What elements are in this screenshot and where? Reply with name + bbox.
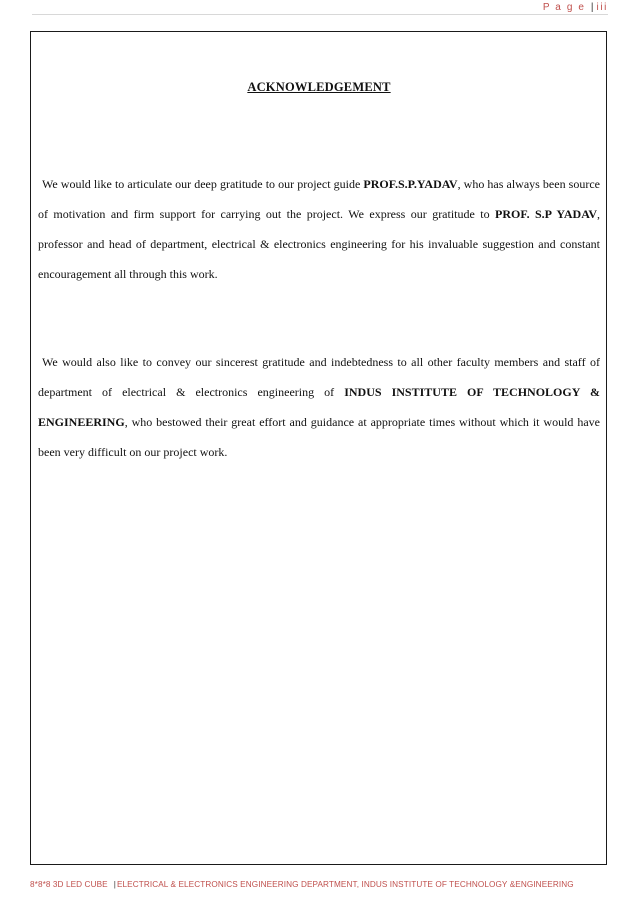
para1-text-1: We would like to articulate our deep gratitude to our project guide (42, 177, 364, 191)
page-number-header (543, 2, 608, 13)
page-title: ACKNOWLEDGEMENT (247, 80, 391, 94)
page-footer (30, 880, 574, 889)
acknowledgement-paragraph-1 (38, 169, 600, 289)
guide-name: PROF.S.P.YADAV (363, 177, 458, 191)
page-label: P a g e (542, 2, 586, 13)
acknowledgement-paragraph-2 (38, 347, 600, 467)
footer-department: ELECTRICAL & ELECTRONICS ENGINEERING DEPARTMENT, INDUS INSTITUTE OF TECHNOLOGY &ENGINEERING (116, 880, 574, 889)
para1-text-2: , who has always been source of motivation and firm support for carrying out the project. We express our gratitude to (38, 177, 600, 221)
para2-text-1: We would also like to convey our sincerest gratitude and indebtedness to all other faculty members and staff of department of electrical & electronics engineering of (38, 355, 600, 399)
para1-text-3: , professor and head of department, electrical & electronics engineering for his invaluable suggestion and constant encouragement all through this work. (38, 207, 601, 281)
page-separator: | (590, 2, 594, 13)
page-number: iii (596, 2, 608, 13)
hod-name: PROF. S.P YADAV (495, 207, 598, 221)
para2-text-2: , who bestowed their great effort and guidance at appropriate times without which it would have been very difficult on our project work. (38, 415, 600, 459)
institute-name: INDUS INSTITUTE OF TECHNOLOGY & ENGINEERING (38, 385, 600, 429)
footer-project: 8*8*8 3D LED CUBE (30, 880, 108, 889)
header-rule (32, 14, 608, 15)
footer-separator: | (113, 880, 116, 889)
